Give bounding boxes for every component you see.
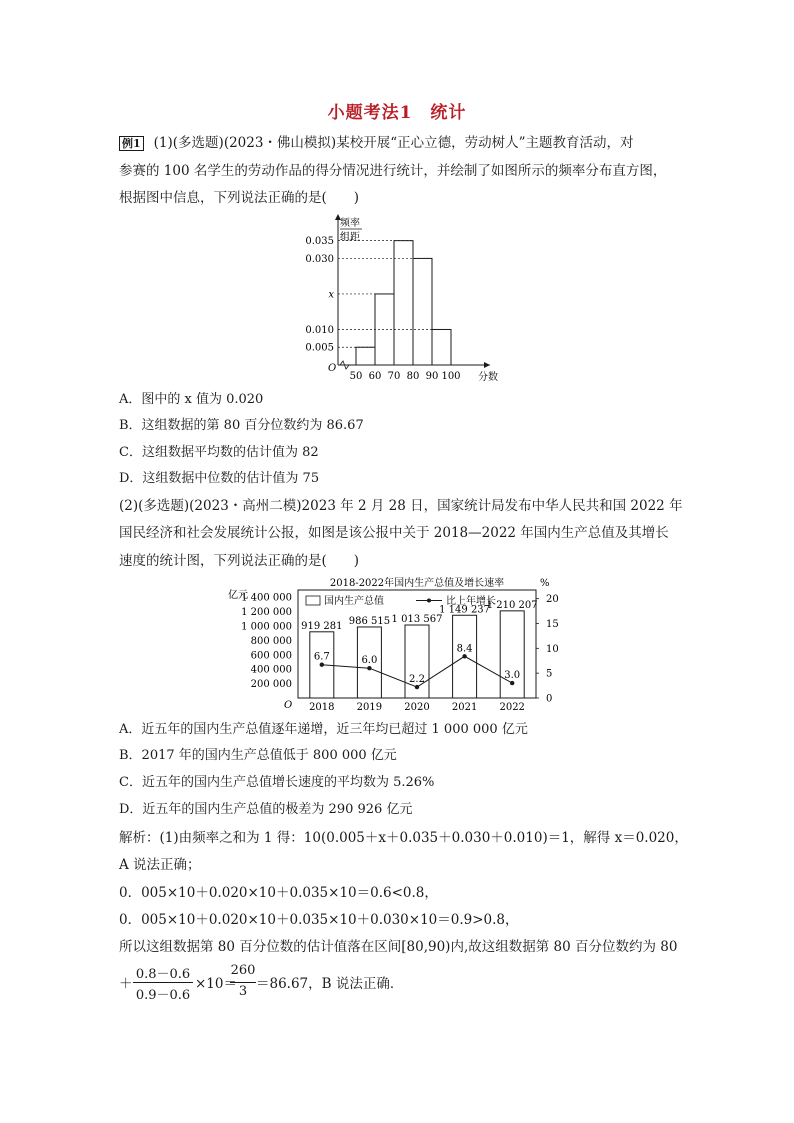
solution-line-5: 所以这组数据第 80 百分位数的估计值落在区间[80,90)内,故这组数据第 80 百分位数约为 80 [119, 939, 678, 955]
q2-line-1: (2)(多选题)(2023・高州二模)2023 年 2 月 28 日，国家统计局发布中华人民共和国 2022 年 [119, 498, 683, 514]
q1-option-a: A．图中的 x 值为 0.020 [119, 392, 264, 407]
histogram-ylabel-top: 频率 [340, 218, 360, 229]
page-title: 小题考法1 统计 [327, 103, 467, 123]
histogram-ytick-label: x [328, 289, 334, 301]
solution-tail: ＝86.67，B 说法正确． [256, 976, 404, 992]
histogram-ytick-label: 0.005 [305, 342, 334, 354]
fraction-2-numerator: 260 [230, 963, 256, 978]
solution-line-2: A 说法正确； [119, 857, 201, 873]
gdp-left-tick-label: 1 400 000 [241, 592, 292, 604]
q2-option-a: A．近五年的国内生产总值逐年递增，近三年均已超过 1 000 000 亿元 [119, 722, 528, 737]
histogram-bar [356, 347, 375, 365]
histogram-xtick-label: 90 [425, 371, 439, 382]
solution-line-1: 解析：(1)由频率之和为 1 得：10(0.005＋x＋0.035＋0.030＋0.010)＝1，解得 x＝0.020， [119, 830, 688, 846]
gdp-left-tick-label: 1 000 000 [241, 621, 292, 633]
q1-option-d: D．这组数据中位数的估计值为 75 [119, 471, 320, 486]
gdp-left-tick-label: 400 000 [250, 664, 292, 676]
solution-plus: ＋ [119, 976, 133, 992]
histogram-bar [413, 258, 432, 365]
histogram-chart [290, 210, 520, 385]
gdp-right-tick-label: 5 [546, 668, 553, 680]
q1-line-3: 根据图中信息，下列说法正确的是( ) [119, 190, 360, 206]
gdp-right-unit: % [540, 578, 550, 589]
gdp-right-tick-label: 20 [546, 594, 559, 606]
q1-line-1 [119, 134, 634, 152]
histogram-origin: O [328, 363, 337, 374]
gdp-bar-value-label: 919 281 [301, 620, 343, 632]
histogram-ylabel-bottom: 组距 [340, 232, 360, 243]
histogram-xtick-label: 70 [387, 371, 401, 382]
gdp-growth-point [415, 685, 419, 689]
gdp-legend-line-marker [427, 599, 431, 603]
fraction-2-bar [230, 982, 256, 983]
fraction-1 [133, 963, 193, 1003]
gdp-growth-label: 6.0 [361, 655, 378, 667]
gdp-legend-bar-swatch [306, 596, 320, 605]
gdp-left-tick-label: 800 000 [250, 635, 292, 647]
gdp-chart [226, 576, 576, 714]
histogram-bar [394, 241, 413, 365]
histogram-xtick-label: 100 [441, 371, 461, 382]
gdp-growth-point [462, 654, 466, 658]
q1-line-2: 参赛的 100 名学生的劳动作品的得分情况进行统计，并绘制了如图所示的频率分布直方图， [119, 163, 667, 179]
gdp-origin: O [284, 700, 293, 711]
gdp-growth-point [320, 663, 324, 667]
histogram-xtick-label: 50 [349, 371, 363, 382]
gdp-growth-label: 6.7 [313, 651, 330, 663]
gdp-bar-value-label: 1 210 207 [486, 599, 538, 611]
gdp-xtick-label: 2021 [451, 702, 478, 713]
histogram-ytick-label: 0.035 [305, 236, 334, 248]
q1-option-b: B．这组数据的第 80 百分位数约为 86.67 [119, 418, 364, 433]
q1-option-c: C．这组数据平均数的估计值为 82 [119, 445, 319, 460]
gdp-left-tick-label: 1 200 000 [241, 607, 292, 619]
gdp-bar-value-label: 986 515 [348, 615, 391, 627]
fraction-1-denominator: 0.9－0.6 [135, 988, 191, 1003]
histogram-x-arrow [484, 362, 490, 368]
q2-line-2: 国民经济和社会发展统计公报，如图是该公报中关于 2018—2022 年国内生产总值及其增长 [119, 525, 669, 541]
gdp-bar-value-label: 1 149 237 [439, 604, 491, 616]
q2-option-c: C．近五年的国内生产总值增长速度的平均数为 5.26% [119, 775, 435, 790]
gdp-growth-point [367, 666, 371, 670]
fraction-2-denominator: 3 [238, 984, 248, 999]
gdp-legend-bar-label: 国内生产总值 [324, 596, 384, 607]
gdp-xtick-label: 2022 [499, 702, 525, 713]
gdp-growth-label: 2.2 [409, 674, 425, 686]
gdp-xtick-label: 2020 [404, 702, 430, 713]
solution-times: ×10＝ [195, 976, 237, 992]
gdp-growth-point [510, 681, 514, 685]
q1-text-1: (1)(多选题)(2023・佛山模拟)某校开展“正心立德，劳动树人”主题教育活动，对 [153, 135, 634, 151]
gdp-right-tick-label: 15 [546, 618, 559, 630]
solution-line-3: 0．005×10＋0.020×10＋0.035×10＝0.6<0.8， [119, 885, 438, 901]
histogram-ytick-label: 0.030 [305, 253, 334, 265]
gdp-legend-line-label: 比上年增长 [446, 596, 496, 607]
gdp-xtick-label: 2019 [356, 702, 383, 713]
gdp-growth-label: 3.0 [504, 670, 521, 682]
histogram-bar [432, 329, 451, 365]
q2-line-3: 速度的统计图，下列说法正确的是( ) [119, 553, 360, 569]
q2-option-d: D．近五年的国内生产总值的极差为 290 926 亿元 [119, 802, 413, 817]
gdp-left-tick-label: 200 000 [250, 679, 292, 691]
gdp-bar-value-label: 1 013 567 [391, 614, 443, 626]
gdp-xtick-label: 2018 [309, 702, 335, 713]
q2-option-b: B．2017 年的国内生产总值低于 800 000 亿元 [119, 748, 397, 763]
solution-line-4: 0．005×10＋0.020×10＋0.035×10＋0.030×10＝0.9>0.8， [119, 912, 519, 928]
histogram-xlabel: 分数 [478, 372, 498, 383]
gdp-left-unit: 亿元 [228, 590, 248, 601]
fraction-1-bar [133, 982, 193, 983]
fraction-2 [230, 963, 256, 1003]
fraction-1-numerator: 0.8－0.6 [135, 967, 191, 982]
histogram-ytick-label: 0.010 [305, 324, 334, 336]
example-badge: 例1 [119, 136, 144, 151]
gdp-left-tick-label: 600 000 [250, 650, 292, 662]
gdp-right-tick-label: 0 [546, 693, 553, 705]
gdp-chart-title: 2018-2022年国内生产总值及增长速率 [329, 578, 505, 589]
histogram-xtick-label: 80 [406, 371, 420, 382]
gdp-growth-label: 8.4 [456, 643, 473, 655]
histogram-xtick-label: 60 [368, 371, 382, 382]
gdp-right-tick-label: 10 [546, 643, 559, 655]
